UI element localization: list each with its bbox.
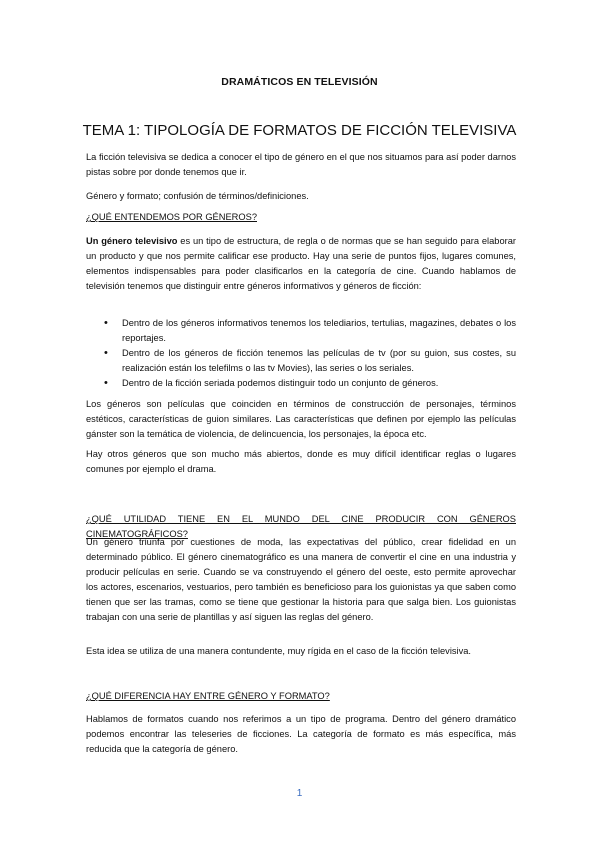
genre-format-line <box>86 189 516 204</box>
heading-utility-text: ¿QUÉ UTILIDAD TIENE EN EL MUNDO DEL CINE PRODUCIR CON GÉNEROS CINEMATOGRÁFICOS? <box>86 514 516 539</box>
utility-paragraph <box>86 535 516 625</box>
genre-definition-text: es un tipo de estructura, de regla o de normas que se han seguido para elaborar un producto y que nos permite calificar ese producto. Hay una serie de puntos fijos, lugares comunes, elementos indispensables para poder clasificarlos en la categoría de cine. Cuando hablamos de televisión tenemos que distinguir entre géneros informativos y géneros de ficción: <box>86 236 516 291</box>
genre-definition-paragraph <box>86 234 516 294</box>
rigid-idea-paragraph <box>86 644 516 659</box>
genre-definition-bold: Un género televisivo <box>86 236 178 246</box>
rigid-idea-text: Esta idea se utiliza de una manera contundente, muy rígida en el caso de la ficción televisiva. <box>86 646 472 656</box>
genre-characteristics-text: Los géneros son películas que coinciden en términos de construcción de personajes, términos estéticos, características de guion similares. Las características que definen por ejemplo las películas gánster son la temática de violencia, de delincuencia, los personajes, la época etc. <box>86 399 516 439</box>
intro-paragraph <box>86 150 516 180</box>
open-genres-text: Hay otros géneros que son mucho más abiertos, donde es muy difícil identificar reglas o lugares comunes por ejemplo el drama. <box>86 449 516 474</box>
list-item: • Dentro de los géneros de ficción tenemos las películas de tv (por su guion, sus costes, su realización están los telefilms o las tv Movies), las series o los seriales. <box>86 346 516 376</box>
intro-text: La ficción televisiva se dedica a conocer el tipo de género en el que nos situamos para así poder darnos pistas sobre por donde tenemos que ir. <box>86 152 516 177</box>
difference-text: Hablamos de formatos cuando nos referimos a un tipo de programa. Dentro del género dramático podemos encontrar las teleseries de ficciones. La categoría de formato es más específica, más reducida que la categoría de género. <box>86 714 516 754</box>
section-heading-difference <box>86 689 516 704</box>
page-number: 1 <box>296 788 303 799</box>
difference-paragraph <box>86 712 516 757</box>
list-item: • Dentro de la ficción seriada podemos distinguir todo un conjunto de géneros. <box>86 376 516 391</box>
list-item: • Dentro de los géneros informativos tenemos los telediarios, tertulias, magazines, debates o los reportajes. <box>86 316 516 346</box>
utility-text: Un género triunfa por cuestiones de moda, las expectativas del público, crear fidelidad en un determinado público. El género cinematográfico es una manera de convertir el cine en una industria y producir películas en serie. Cuando se va construyendo el género del oeste, esto permite aprovechar los actores, escenarios, vestuarios, pero también es beneficioso para los guionistas ya que saben como tienen que ser las tramas, como se tiene que gestionar la historia para que salga bien. Los guionistas trabajan con una serie de plantillas y así siguen las reglas del género. <box>86 537 516 622</box>
topic-heading: TEMA 1: TIPOLOGÍA DE FORMATOS DE FICCIÓN TELEVISIVA <box>82 122 517 139</box>
document-title: DRAMÁTICOS EN TELEVISIÓN <box>221 76 378 88</box>
genre-format-text: Género y formato; confusión de términos/definiciones. <box>86 191 309 201</box>
open-genres-paragraph <box>86 447 516 477</box>
genre-characteristics-paragraph <box>86 397 516 442</box>
genre-bullet-list <box>86 316 516 391</box>
section-heading-genres <box>86 210 516 225</box>
heading-genres-text: ¿QUÉ ENTENDEMOS POR GÉNEROS? <box>86 212 257 222</box>
heading-difference-text: ¿QUÉ DIFERENCIA HAY ENTRE GÉNERO Y FORMATO? <box>86 691 330 701</box>
